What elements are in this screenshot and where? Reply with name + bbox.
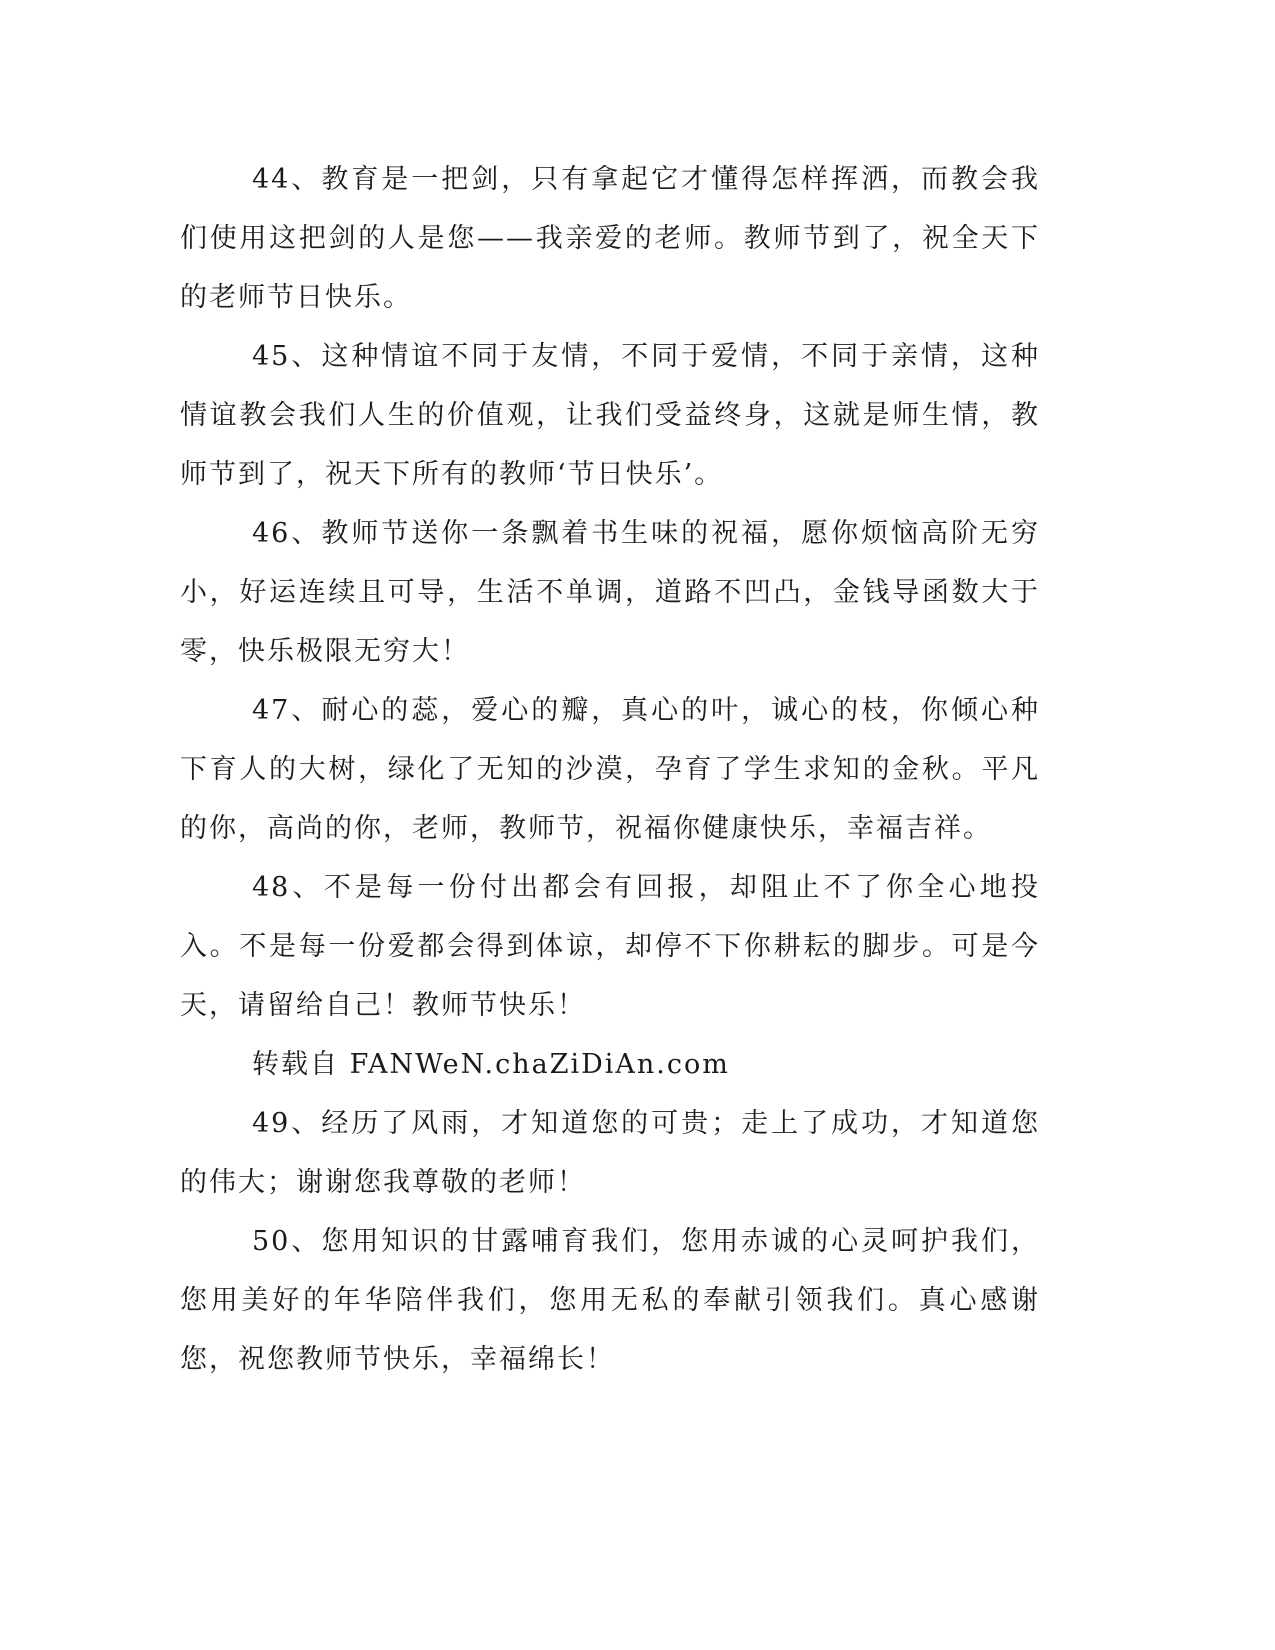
paragraph-48: 48、不是每一份付出都会有回报，却阻止不了你全心地投入。不是每一份爱都会得到体谅，却停不下你耕耘的脚步。可是今天，请留给自己！教师节快乐！	[180, 872, 1040, 1021]
paragraph-44: 44、教育是一把剑，只有拿起它才懂得怎样挥洒，而教会我们使用这把剑的人是您——我亲爱的老师。教师节到了，祝全天下的老师节日快乐。	[180, 164, 1040, 313]
paragraph-45: 45、这种情谊不同于友情，不同于爱情，不同于亲情，这种情谊教会我们人生的价值观，让我们受益终身，这就是师生情，教师节到了，祝天下所有的教师‘节日快乐’。	[180, 341, 1040, 490]
paragraph-49: 49、经历了风雨，才知道您的可贵；走上了成功，才知道您的伟大；谢谢您我尊敬的老师！	[180, 1108, 1040, 1198]
document-body	[180, 150, 1040, 1389]
paragraph-47: 47、耐心的蕊，爱心的瓣，真心的叶，诚心的枝，你倾心种下育人的大树，绿化了无知的沙漠，孕育了学生求知的金秋。平凡的你，高尚的你，老师，教师节，祝福你健康快乐，幸福吉祥。	[180, 695, 1040, 844]
source-note: 转载自 FANWeN.chaZiDiAn.com	[252, 1049, 730, 1080]
paragraph-50: 50、您用知识的甘露哺育我们，您用赤诚的心灵呵护我们，您用美好的年华陪伴我们，您用无私的奉献引领我们。真心感谢您，祝您教师节快乐，幸福绵长！	[180, 1226, 1040, 1375]
paragraph-46: 46、教师节送你一条飘着书生味的祝福，愿你烦恼高阶无穷小，好运连续且可导，生活不单调，道路不凹凸，金钱导函数大于零，快乐极限无穷大！	[180, 518, 1040, 667]
